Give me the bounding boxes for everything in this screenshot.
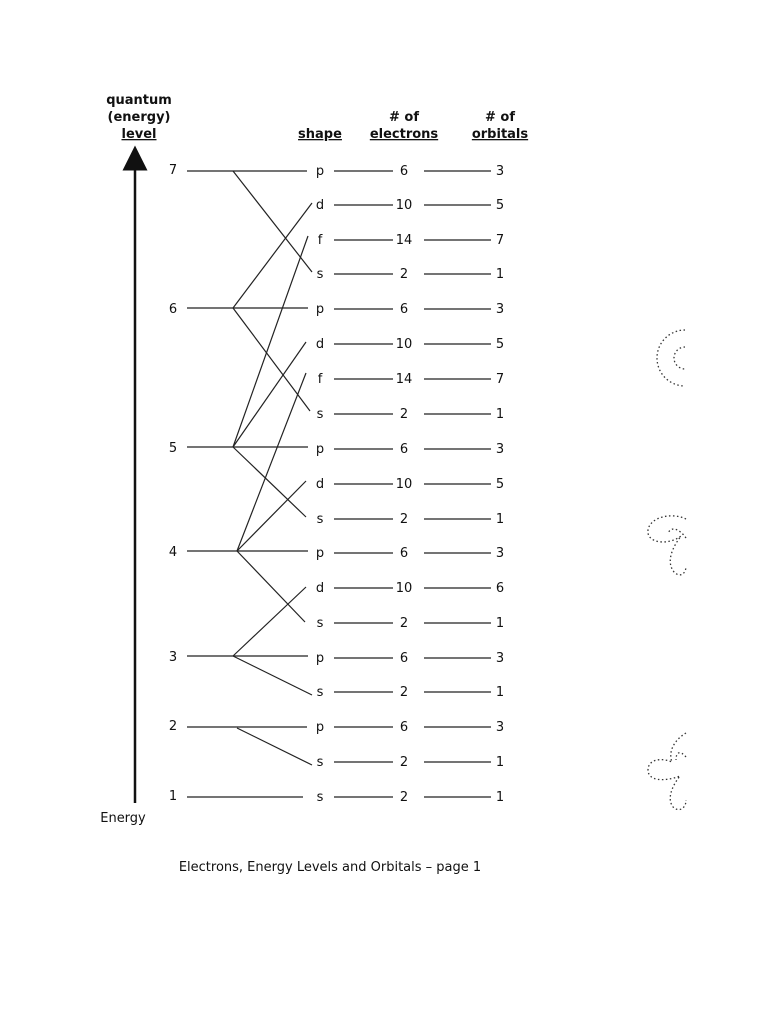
orbitals-value: 3 xyxy=(495,720,505,735)
header-level-line3: level xyxy=(121,127,157,142)
electrons-value: 6 xyxy=(399,302,409,317)
electrons-value: 14 xyxy=(395,233,413,248)
sublevel-row xyxy=(316,651,504,666)
p-orbital-sketch-icon xyxy=(648,516,686,575)
energy-axis-label: Energy xyxy=(100,811,146,826)
sublevel-row xyxy=(318,233,504,248)
electrons-value: 2 xyxy=(399,407,409,422)
sublevel-row xyxy=(316,477,504,492)
electrons-value: 2 xyxy=(399,616,409,631)
branch-line xyxy=(233,236,308,447)
electrons-value: 6 xyxy=(399,651,409,666)
branch-connectors xyxy=(233,171,312,765)
shape-label: d xyxy=(315,198,325,213)
level-label: 3 xyxy=(168,650,178,665)
shape-label: s xyxy=(316,755,324,770)
orbitals-value: 5 xyxy=(495,477,505,492)
d-orbital-lobe-sketch-icon xyxy=(676,753,686,760)
orbitals-value: 3 xyxy=(495,302,505,317)
electrons-value: 6 xyxy=(399,720,409,735)
level-label: 1 xyxy=(168,789,178,804)
electrons-value: 6 xyxy=(399,442,409,457)
header-electrons-line2: electrons xyxy=(369,127,439,142)
sublevel-row xyxy=(317,790,505,805)
branch-line xyxy=(237,373,306,551)
electrons-value: 2 xyxy=(399,685,409,700)
shape-label: p xyxy=(315,546,325,561)
header-orbitals-line2: orbitals xyxy=(471,127,529,142)
orbitals-value: 7 xyxy=(495,233,505,248)
s-orbital-sketch-icon xyxy=(657,330,685,386)
shape-label: p xyxy=(315,302,325,317)
orbitals-value: 3 xyxy=(495,651,505,666)
sublevel-row xyxy=(316,720,504,735)
shape-label: d xyxy=(315,477,325,492)
sublevel-row xyxy=(317,512,505,527)
orbitals-value: 3 xyxy=(495,442,505,457)
shape-label: s xyxy=(316,267,324,282)
electrons-value: 10 xyxy=(395,581,413,596)
sublevel-row xyxy=(316,302,504,317)
header-shape: shape xyxy=(298,127,342,142)
branch-line xyxy=(233,656,312,695)
electrons-value: 6 xyxy=(399,546,409,561)
level-label: 7 xyxy=(168,163,178,178)
header-level-line2: (energy) xyxy=(107,110,171,125)
electrons-value: 10 xyxy=(395,477,413,492)
sublevel-row xyxy=(317,685,505,700)
orbitals-value: 1 xyxy=(495,616,505,631)
sublevel-row xyxy=(316,442,504,457)
branch-line xyxy=(233,308,310,411)
shape-label: s xyxy=(316,512,324,527)
orbitals-value: 1 xyxy=(495,407,505,422)
orbitals-value: 3 xyxy=(495,546,505,561)
branch-line xyxy=(237,481,306,551)
electrons-value: 10 xyxy=(395,198,413,213)
orbital-sketches xyxy=(648,330,686,810)
electrons-value: 10 xyxy=(395,337,413,352)
orbitals-value: 1 xyxy=(495,790,505,805)
shape-label: s xyxy=(316,407,324,422)
level-lines xyxy=(187,171,308,797)
orbitals-value: 5 xyxy=(495,198,505,213)
sublevel-row xyxy=(316,337,504,352)
orbitals-value: 5 xyxy=(495,337,505,352)
branch-line xyxy=(233,171,312,272)
header-level-line1: quantum xyxy=(106,93,172,108)
orbitals-value: 1 xyxy=(495,685,505,700)
branch-line xyxy=(233,587,306,656)
page-footer: Electrons, Energy Levels and Orbitals – page 1 xyxy=(178,860,482,875)
electrons-value: 2 xyxy=(399,755,409,770)
shape-label: f xyxy=(317,372,323,387)
sublevel-row xyxy=(317,755,505,770)
electrons-value: 6 xyxy=(399,164,409,179)
electrons-value: 14 xyxy=(395,372,413,387)
level-label: 6 xyxy=(168,302,178,317)
shape-label: d xyxy=(315,581,325,596)
level-label: 2 xyxy=(168,719,178,734)
sublevel-row xyxy=(317,267,505,282)
orbitals-value: 1 xyxy=(495,267,505,282)
sublevel-rows xyxy=(316,164,504,805)
branch-line xyxy=(233,203,312,308)
sublevel-row xyxy=(317,407,505,422)
electrons-value: 2 xyxy=(399,512,409,527)
d-orbital-sketch-icon xyxy=(648,733,686,810)
level-label: 4 xyxy=(168,545,178,560)
shape-label: s xyxy=(316,616,324,631)
shape-label: s xyxy=(316,790,324,805)
sublevel-row xyxy=(316,164,504,179)
shape-label: f xyxy=(317,233,323,248)
sublevel-row xyxy=(316,198,504,213)
shape-label: p xyxy=(315,720,325,735)
branch-line xyxy=(237,551,305,622)
shape-label: d xyxy=(315,337,325,352)
electrons-value: 2 xyxy=(399,790,409,805)
sublevel-row xyxy=(316,546,504,561)
sublevel-row xyxy=(318,372,504,387)
shape-label: p xyxy=(315,442,325,457)
p-orbital-lobe-sketch-icon xyxy=(668,529,686,538)
shape-label: p xyxy=(315,164,325,179)
header-electrons-line1: # of xyxy=(388,110,420,125)
level-label: 5 xyxy=(168,441,178,456)
header-orbitals-line1: # of xyxy=(484,110,516,125)
orbitals-value: 1 xyxy=(495,512,505,527)
orbitals-value: 7 xyxy=(495,372,505,387)
branch-line xyxy=(233,447,306,517)
s-orbital-inner-sketch-icon xyxy=(674,347,685,369)
orbitals-value: 1 xyxy=(495,755,505,770)
orbitals-value: 3 xyxy=(495,164,505,179)
sublevel-row xyxy=(316,581,504,596)
branch-line xyxy=(237,728,312,765)
electrons-value: 2 xyxy=(399,267,409,282)
sublevel-row xyxy=(317,616,505,631)
shape-label: p xyxy=(315,651,325,666)
shape-label: s xyxy=(316,685,324,700)
orbitals-value: 6 xyxy=(495,581,505,596)
